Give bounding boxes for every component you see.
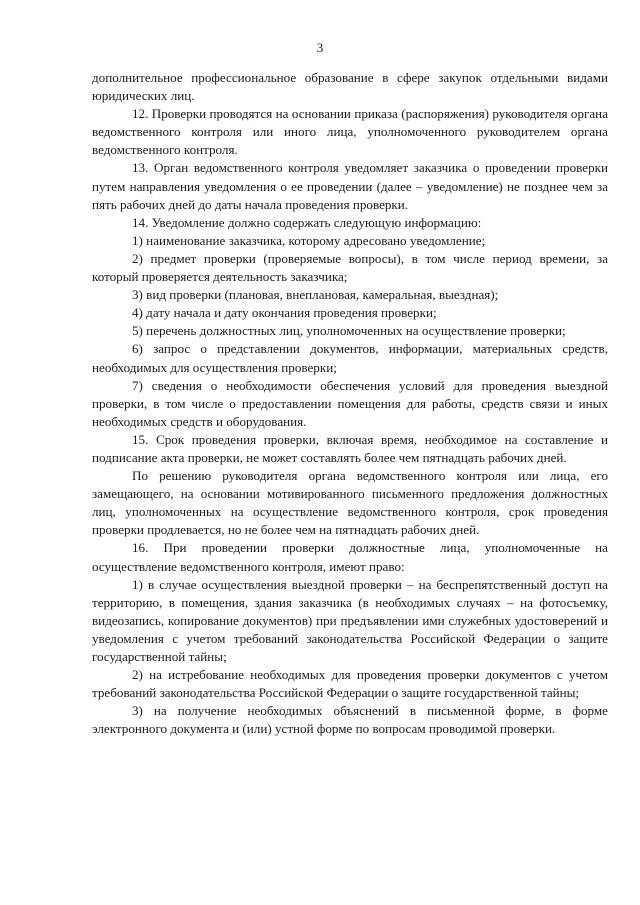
paragraph-item-14: 14. Уведомление должно содержать следующую информацию:	[132, 214, 482, 230]
paragraph-item-15: 15. Срок проведения проверки, включая время, необходимое на составление и подписание акта проверки, не может составлять более чем пятнадцать рабочих дней.	[92, 431, 608, 465]
paragraph-item-14-4: 4) дату начала и дату окончания проведения проверки;	[132, 305, 437, 321]
paragraph-item-14-1: 1) наименование заказчика, которому адресовано уведомление;	[132, 232, 486, 248]
paragraph-item-15-extension: По решению руководителя органа ведомственного контроля или лица, его замещающего, на основании мотивированного письменного предложения должностных лиц, уполномоченных на осуществление ведомственного контроля, срок проведения проверки продлевается, но не более чем на пятнадцать рабочих дней.	[92, 468, 608, 538]
paragraph-item-12: 12. Проверки проводятся на основании приказа (распоряжения) руководителя органа ведомственного контроля или иного лица, уполномоченного руководителем органа ведомственного контроля.	[92, 106, 608, 158]
paragraph-item-16-3: 3) на получение необходимых объяснений в письменной форме, в форме электронного документа и (или) устной форме по вопросам проводимой проверки.	[92, 703, 608, 737]
paragraph-item-16: 16. При проведении проверки должностные лица, уполномоченные на осуществление ведомственного контроля, имеют право:	[92, 540, 608, 574]
paragraph-continuation: дополнительное профессиональное образование в сфере закупок отдельными видами юридических лиц.	[92, 70, 608, 104]
document-body	[92, 69, 608, 738]
paragraph-item-13: 13. Орган ведомственного контроля уведомляет заказчика о проведении проверки путем направления уведомления о ее проведении (далее – уведомление) не позднее чем за пять рабочих дней до даты начала проведения проверки.	[92, 160, 608, 212]
paragraph-item-14-2: 2) предмет проверки (проверяемые вопросы), в том числе период времени, за который проверяется деятельность заказчика;	[92, 250, 608, 285]
page-number: 3	[316, 40, 324, 55]
paragraph-item-16-2: 2) на истребование необходимых для проведения проверки документов с учетом требований законодательства Российской Федерации о защите государственной тайны;	[92, 667, 608, 701]
paragraph-item-16-1: 1) в случае осуществления выездной проверки – на беспрепятственный доступ на территорию, в помещения, здания заказчика (в необходимых случаях – на фотосъемку, видеозапись, копирование документов) при предъявлении ими служебных удостоверений и уведомления с учетом требований законодательства Российской Федерации о защите государственной тайны;	[92, 576, 608, 664]
paragraph-item-14-3: 3) вид проверки (плановая, внеплановая, камеральная, выездная);	[132, 287, 499, 303]
paragraph-item-14-6: 6) запрос о представлении документов, информации, материальных средств, необходимых для осуществления проверки;	[92, 341, 608, 375]
paragraph-item-14-5: 5) перечень должностных лиц, уполномоченных на осуществление проверки;	[132, 323, 566, 339]
paragraph-item-14-7: 7) сведения о необходимости обеспечения условий для проведения выездной проверки, в том числе о предоставлении помещения для работы, средств связи и иных необходимых средств и оборудования.	[92, 377, 608, 429]
